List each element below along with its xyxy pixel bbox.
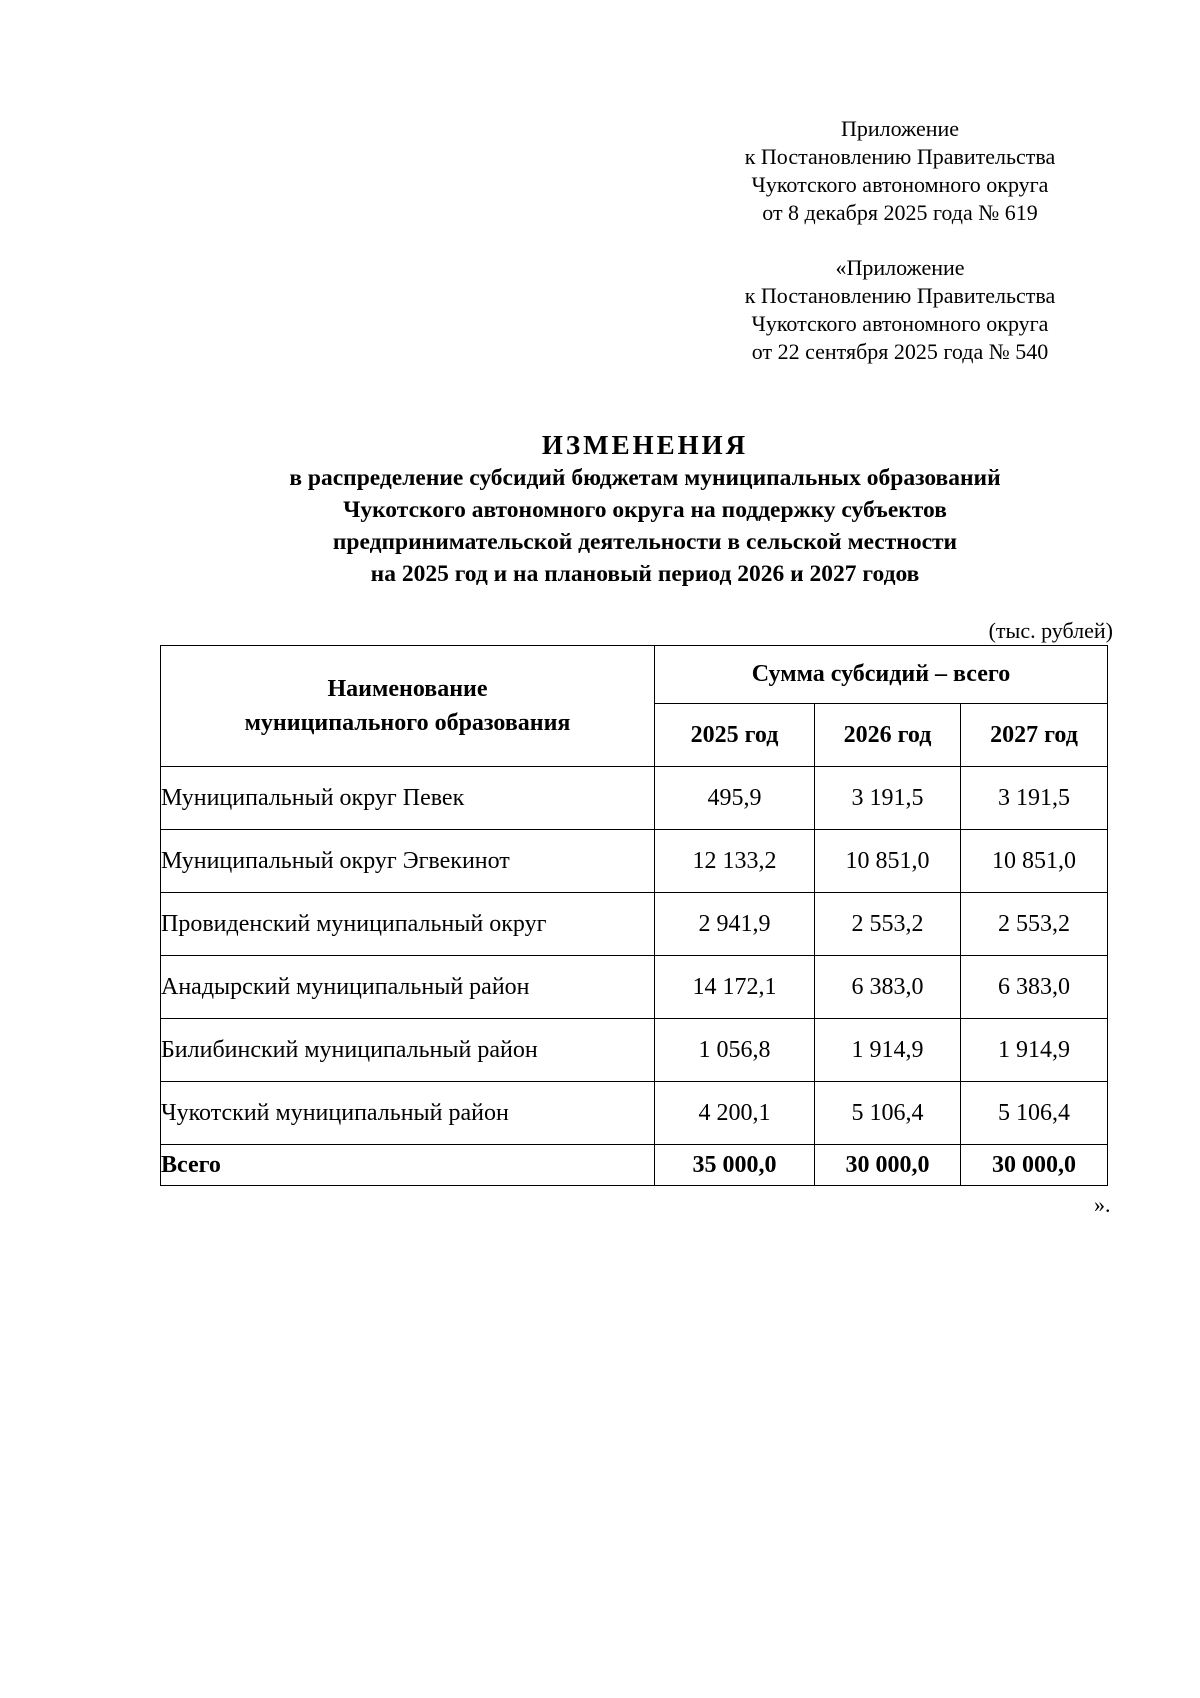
- table-row: [161, 767, 1108, 830]
- document-title: ИЗМЕНЕНИЯ: [541, 430, 749, 460]
- value-2027: 6 383,0: [961, 956, 1108, 1019]
- appendix-line: от 8 декабря 2025 года № 619: [762, 200, 1038, 225]
- appendix-header-previous: [720, 254, 1080, 366]
- subtitle-line: на 2025 год и на плановый период 2026 и 2027 годов: [370, 561, 920, 587]
- value-2027: 1 914,9: [961, 1019, 1108, 1082]
- value-2027: 5 106,4: [961, 1082, 1108, 1145]
- value-2025: 1 056,8: [655, 1019, 815, 1082]
- value-2027: 10 851,0: [961, 830, 1108, 893]
- total-2027: 30 000,0: [961, 1145, 1108, 1186]
- header-line: Наименование: [327, 676, 488, 702]
- closing-quote-mark: ».: [1094, 1192, 1111, 1217]
- value-2026: 3 191,5: [815, 767, 961, 830]
- municipality-name: Чукотский муниципальный район: [161, 1082, 655, 1145]
- subtitle-line: предпринимательской деятельности в сельской местности: [332, 529, 958, 555]
- appendix-line: к Постановлению Правительства: [744, 144, 1056, 169]
- appendix-line: «Приложение: [835, 255, 965, 280]
- appendix-line: к Постановлению Правительства: [744, 283, 1056, 308]
- value-2026: 1 914,9: [815, 1019, 961, 1082]
- value-2027: 2 553,2: [961, 893, 1108, 956]
- municipality-name: Муниципальный округ Эгвекинот: [161, 830, 655, 893]
- document-subtitle: [150, 462, 1140, 590]
- table-total-row: [161, 1145, 1108, 1186]
- value-2025: 4 200,1: [655, 1082, 815, 1145]
- appendix-line: Приложение: [840, 116, 960, 141]
- total-2025: 35 000,0: [655, 1145, 815, 1186]
- total-2026: 30 000,0: [815, 1145, 961, 1186]
- table-row: [161, 893, 1108, 956]
- municipality-name: Провиденский муниципальный округ: [161, 893, 655, 956]
- value-2026: 5 106,4: [815, 1082, 961, 1145]
- appendix-line: Чукотского автономного округа: [751, 172, 1049, 197]
- total-label: Всего: [161, 1145, 655, 1186]
- value-2026: 10 851,0: [815, 830, 961, 893]
- sum-column-header: Сумма субсидий – всего: [655, 646, 1108, 704]
- appendix-line: Чукотского автономного округа: [751, 311, 1049, 336]
- appendix-line: от 22 сентября 2025 года № 540: [751, 339, 1049, 364]
- subtitle-line: в распределение субсидий бюджетам муниципальных образований: [289, 465, 1001, 491]
- value-2026: 2 553,2: [815, 893, 961, 956]
- table-row: [161, 956, 1108, 1019]
- year-header-2027: 2027 год: [961, 704, 1108, 767]
- municipality-name: Анадырский муниципальный район: [161, 956, 655, 1019]
- document-heading: [150, 428, 1140, 590]
- year-header-2025: 2025 год: [655, 704, 815, 767]
- table-row: [161, 830, 1108, 893]
- municipality-name: Муниципальный округ Певек: [161, 767, 655, 830]
- units-label: (тыс. рублей): [988, 618, 1113, 643]
- subsidies-table: [160, 645, 1108, 1186]
- value-2026: 6 383,0: [815, 956, 961, 1019]
- header-line: муниципального образования: [244, 710, 571, 736]
- appendix-header-current: [720, 115, 1080, 227]
- table-header-row: [161, 646, 1108, 704]
- year-header-2026: 2026 год: [815, 704, 961, 767]
- municipality-name: Билибинский муниципальный район: [161, 1019, 655, 1082]
- value-2025: 14 172,1: [655, 956, 815, 1019]
- table-row: [161, 1082, 1108, 1145]
- value-2025: 12 133,2: [655, 830, 815, 893]
- table-row: [161, 1019, 1108, 1082]
- name-column-header: [161, 646, 655, 767]
- value-2027: 3 191,5: [961, 767, 1108, 830]
- value-2025: 2 941,9: [655, 893, 815, 956]
- value-2025: 495,9: [655, 767, 815, 830]
- subtitle-line: Чукотского автономного округа на поддержку субъектов: [343, 497, 947, 523]
